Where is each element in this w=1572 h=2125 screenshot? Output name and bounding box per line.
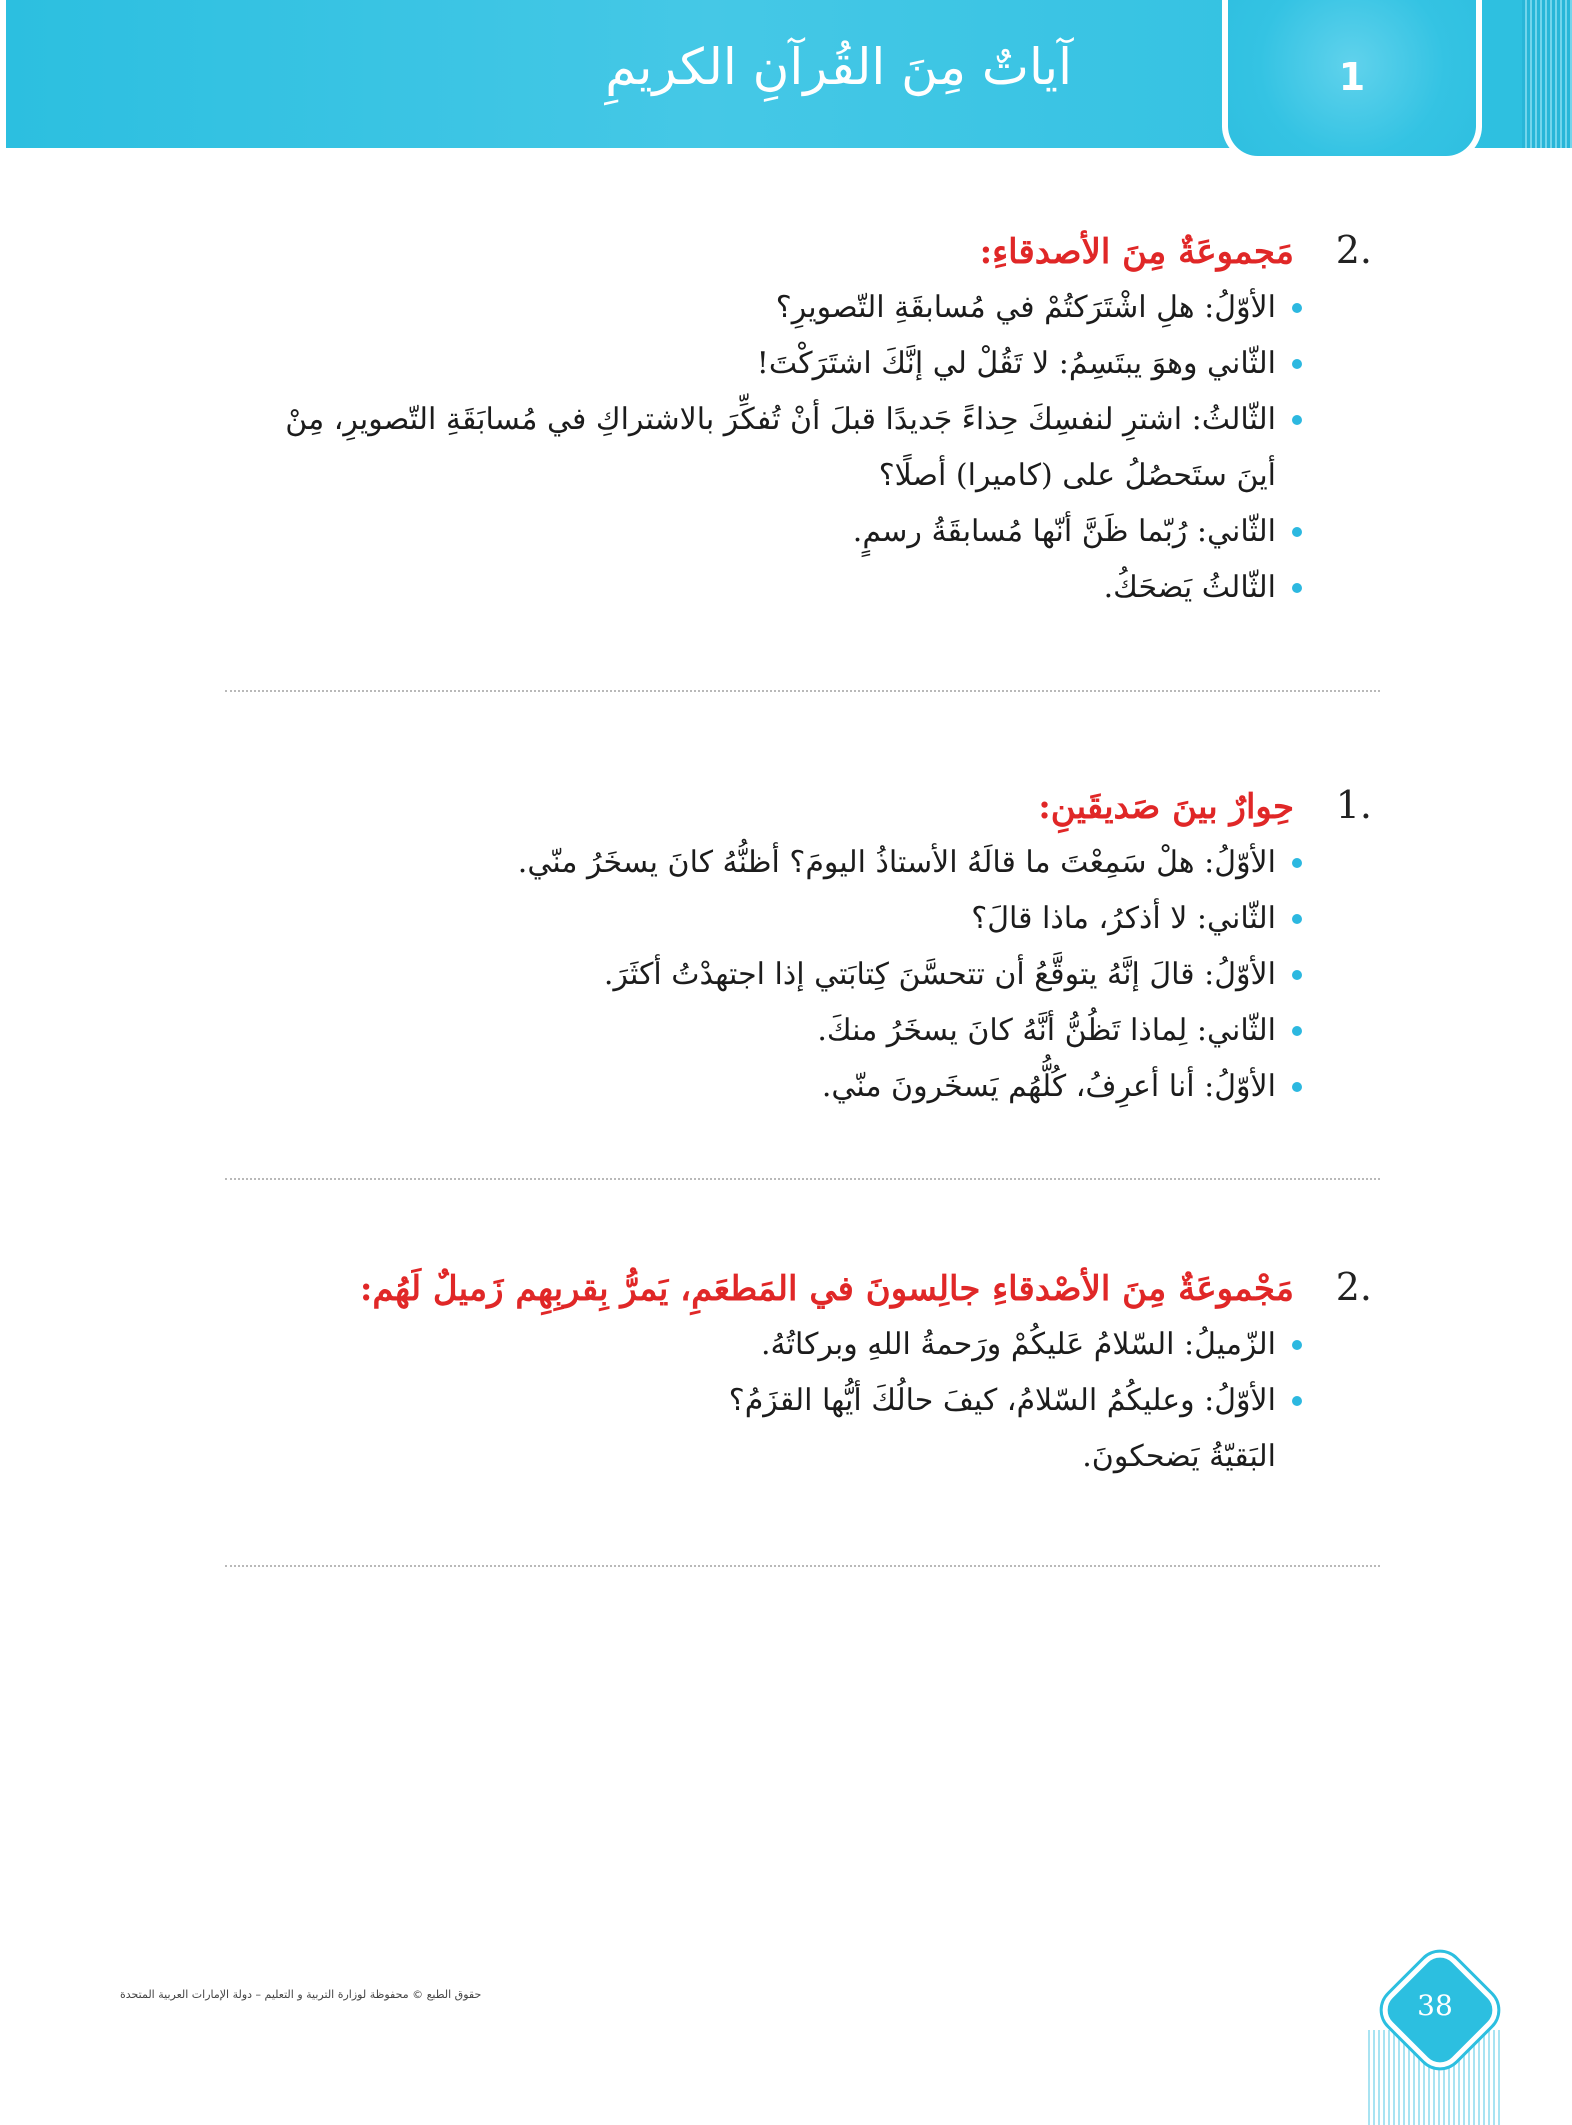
dialogue-text: الأوّلُ: هلِ اشْتَرَكتُمْ في مُسابقَةِ التّصويرِ؟ xyxy=(775,290,1276,325)
bullet-icon xyxy=(1292,583,1302,593)
chapter-number-tab xyxy=(1222,0,1482,162)
bullet-icon xyxy=(1292,858,1302,868)
dialogue-text: الأوّلُ: قالَ إنَّهُ يتوقَّعُ أن تتحسَّنَ كِتابَتي إذا اجتهدْتُ أكثَرَ. xyxy=(603,957,1276,992)
section-number: 2. xyxy=(1335,1265,1372,1309)
dialogue-line xyxy=(192,560,1302,616)
narration-line xyxy=(192,1429,1302,1485)
section-heading xyxy=(192,1265,1372,1309)
dialogue-lines xyxy=(192,1317,1372,1485)
section-number: 1. xyxy=(1335,783,1372,827)
copyright-footer: حقوق الطبع © محفوظة لوزارة التربية و التعليم – دولة الإمارات العربية المتحدة xyxy=(120,1988,482,2001)
dialogue-section-friends-group xyxy=(192,228,1372,616)
dialogue-text: الثّاني: لِماذا تَظُنُّ أنَّهُ كانَ يسخَرُ منكَ. xyxy=(817,1013,1276,1048)
dialogue-section-restaurant xyxy=(192,1265,1372,1485)
dialogue-line xyxy=(192,280,1302,336)
header-texture-stripe xyxy=(1522,0,1572,148)
bullet-icon xyxy=(1292,1026,1302,1036)
section-heading xyxy=(192,783,1372,827)
section-number: 2. xyxy=(1335,228,1372,272)
bullet-icon xyxy=(1292,527,1302,537)
dialogue-line xyxy=(192,1003,1302,1059)
dialogue-section-two-friends xyxy=(192,783,1372,1115)
section-title: حِوارٌ بينَ صَديقَينِ: xyxy=(1038,787,1294,827)
dialogue-line xyxy=(192,947,1302,1003)
bullet-icon xyxy=(1292,1396,1302,1406)
page-number: 38 xyxy=(1417,1988,1453,2022)
dialogue-text: الثّاني: رُبّما ظَنَّ أنّها مُسابقَةُ رسمٍ. xyxy=(852,514,1276,549)
dialogue-lines xyxy=(192,280,1372,616)
dialogue-text: الثّالثُ: اشترِ لنفسِكَ حِذاءً جَديدًا قبلَ أنْ تُفكِّرَ بالاشتراكِ في مُسابَقَةِ التّصويرِ، مِنْ xyxy=(285,402,1276,437)
section-heading xyxy=(192,228,1372,272)
dialogue-text: الأوّلُ: وعليكُمُ السّلامُ، كيفَ حالُكَ أيُّها القزَمُ؟ xyxy=(728,1383,1276,1418)
dialogue-line xyxy=(192,336,1302,392)
bullet-icon xyxy=(1292,415,1302,425)
dialogue-text: الزّميلُ: السّلامُ عَليكُمْ ورَحمةُ اللهِ وبركاتُهُ. xyxy=(760,1327,1276,1362)
dialogue-text: الثّاني وهوَ يبتَسِمُ: لا تَقُلْ لي إنَّكَ اشتَرَكْتَ! xyxy=(756,346,1276,381)
dialogue-text: الأوّلُ: هلْ سَمِعْتَ ما قالَهُ الأستاذُ اليومَ؟ أظنُّهُ كانَ يسخَرُ منّي. xyxy=(517,845,1276,880)
bullet-icon xyxy=(1292,359,1302,369)
section-title: مَجموعَةٌ مِنَ الأصدقاءِ: xyxy=(979,232,1294,272)
chapter-number: 1 xyxy=(1338,55,1366,99)
dialogue-line xyxy=(192,392,1372,448)
dialogue-text: الأوّلُ: أنا أعرِفُ، كُلُّهُم يَسخَرونَ منّي. xyxy=(821,1069,1276,1104)
dialogue-lines xyxy=(192,835,1372,1115)
section-divider xyxy=(225,690,1380,692)
dialogue-line-continuation xyxy=(192,448,1302,504)
section-title: مَجْموعَةٌ مِنَ الأصْدقاءِ جالِسونَ في المَطعَمِ، يَمرُّ بِقربِهِم زَميلٌ لَهُم: xyxy=(359,1269,1294,1309)
dialogue-line xyxy=(192,1373,1302,1429)
chapter-title: آياتٌ مِنَ القُرآنِ الكريمِ xyxy=(605,38,1072,96)
bullet-icon xyxy=(1292,1082,1302,1092)
dialogue-text: أينَ ستَحصُلُ على (كاميرا) أصلًا؟ xyxy=(878,458,1276,493)
dialogue-line xyxy=(192,1059,1302,1115)
dialogue-line xyxy=(192,891,1302,947)
dialogue-line xyxy=(192,504,1302,560)
bullet-icon xyxy=(1292,303,1302,313)
dialogue-text: الثّاني: لا أذكرُ، ماذا قالَ؟ xyxy=(971,901,1276,936)
bullet-icon xyxy=(1292,1340,1302,1350)
dialogue-line xyxy=(192,835,1302,891)
dialogue-line xyxy=(192,1317,1302,1373)
page-number-badge xyxy=(1375,1945,1495,2065)
bullet-icon xyxy=(1292,914,1302,924)
bullet-icon xyxy=(1292,970,1302,980)
section-divider xyxy=(225,1565,1380,1567)
dialogue-text: الثّالثُ يَضحَكُ. xyxy=(1103,570,1276,605)
section-divider xyxy=(225,1178,1380,1180)
dialogue-text: البَقيّةُ يَضحكونَ. xyxy=(1082,1439,1276,1474)
